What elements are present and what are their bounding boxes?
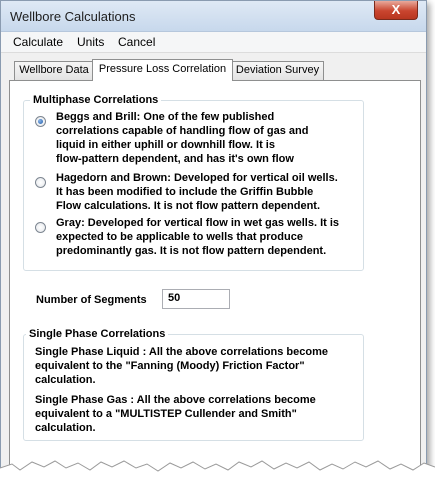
tab-wellbore-data[interactable]: Wellbore Data <box>14 61 94 80</box>
tab-strip <box>9 59 420 81</box>
menu-item-units[interactable]: Units <box>77 35 105 49</box>
torn-edge-decoration <box>0 446 435 486</box>
tab-pressure-loss-correlation[interactable]: Pressure Loss Correlation <box>92 59 233 81</box>
close-icon: X <box>391 2 401 17</box>
radio-selected-dot <box>38 119 43 124</box>
option-hagedorn-and-brown[interactable]: Hagedorn and Brown: Developed for vertical oil wells. It has been modified to include the Griffin Bubble Flow calculations. It is not flow pattern dependent. <box>56 172 338 212</box>
radio-beggs-and-brill[interactable] <box>35 116 46 127</box>
title-bar[interactable] <box>1 1 426 32</box>
single-phase-liquid-text: Single Phase Liquid : All the above correlations become equivalent to the "Fanning (Moody) Friction Factor" calculation. <box>35 346 328 386</box>
close-button[interactable] <box>374 1 418 20</box>
number-of-segments-label: Number of Segments <box>36 294 147 306</box>
option-gray[interactable]: Gray: Developed for vertical flow in wet gas wells. It is expected to be applicable to wells that produce predominantly gas. It is not flow pattern dependent. <box>56 217 340 257</box>
single-phase-group-title: Single Phase Correlations <box>26 328 168 340</box>
single-phase-gas-text: Single Phase Gas : All the above correlations become equivalent to a "MULTISTEP Cullender and Smith" calculation. <box>35 394 316 434</box>
window-title: Wellbore Calculations <box>10 9 136 24</box>
multiphase-correlations-group <box>23 94 364 271</box>
radio-gray[interactable] <box>35 222 46 233</box>
menu-bar <box>1 32 426 53</box>
pressure-loss-correlation-panel <box>9 80 421 479</box>
single-phase-correlations-group <box>23 328 364 441</box>
menu-item-cancel[interactable]: Cancel <box>118 35 156 49</box>
tab-deviation-survey[interactable]: Deviation Survey <box>231 61 324 80</box>
number-of-segments-input[interactable]: 50 <box>162 289 230 309</box>
radio-hagedorn-and-brown[interactable] <box>35 177 46 188</box>
multiphase-group-title: Multiphase Correlations <box>30 94 161 106</box>
menu-item-calculate[interactable]: Calculate <box>13 35 64 49</box>
option-beggs-and-brill[interactable]: Beggs and Brill: One of the few published correlations capable of handling flow of gas and liquid in either uphill or downhill flow. It is flow-pattern dependent, and has it's own flow <box>56 111 309 165</box>
